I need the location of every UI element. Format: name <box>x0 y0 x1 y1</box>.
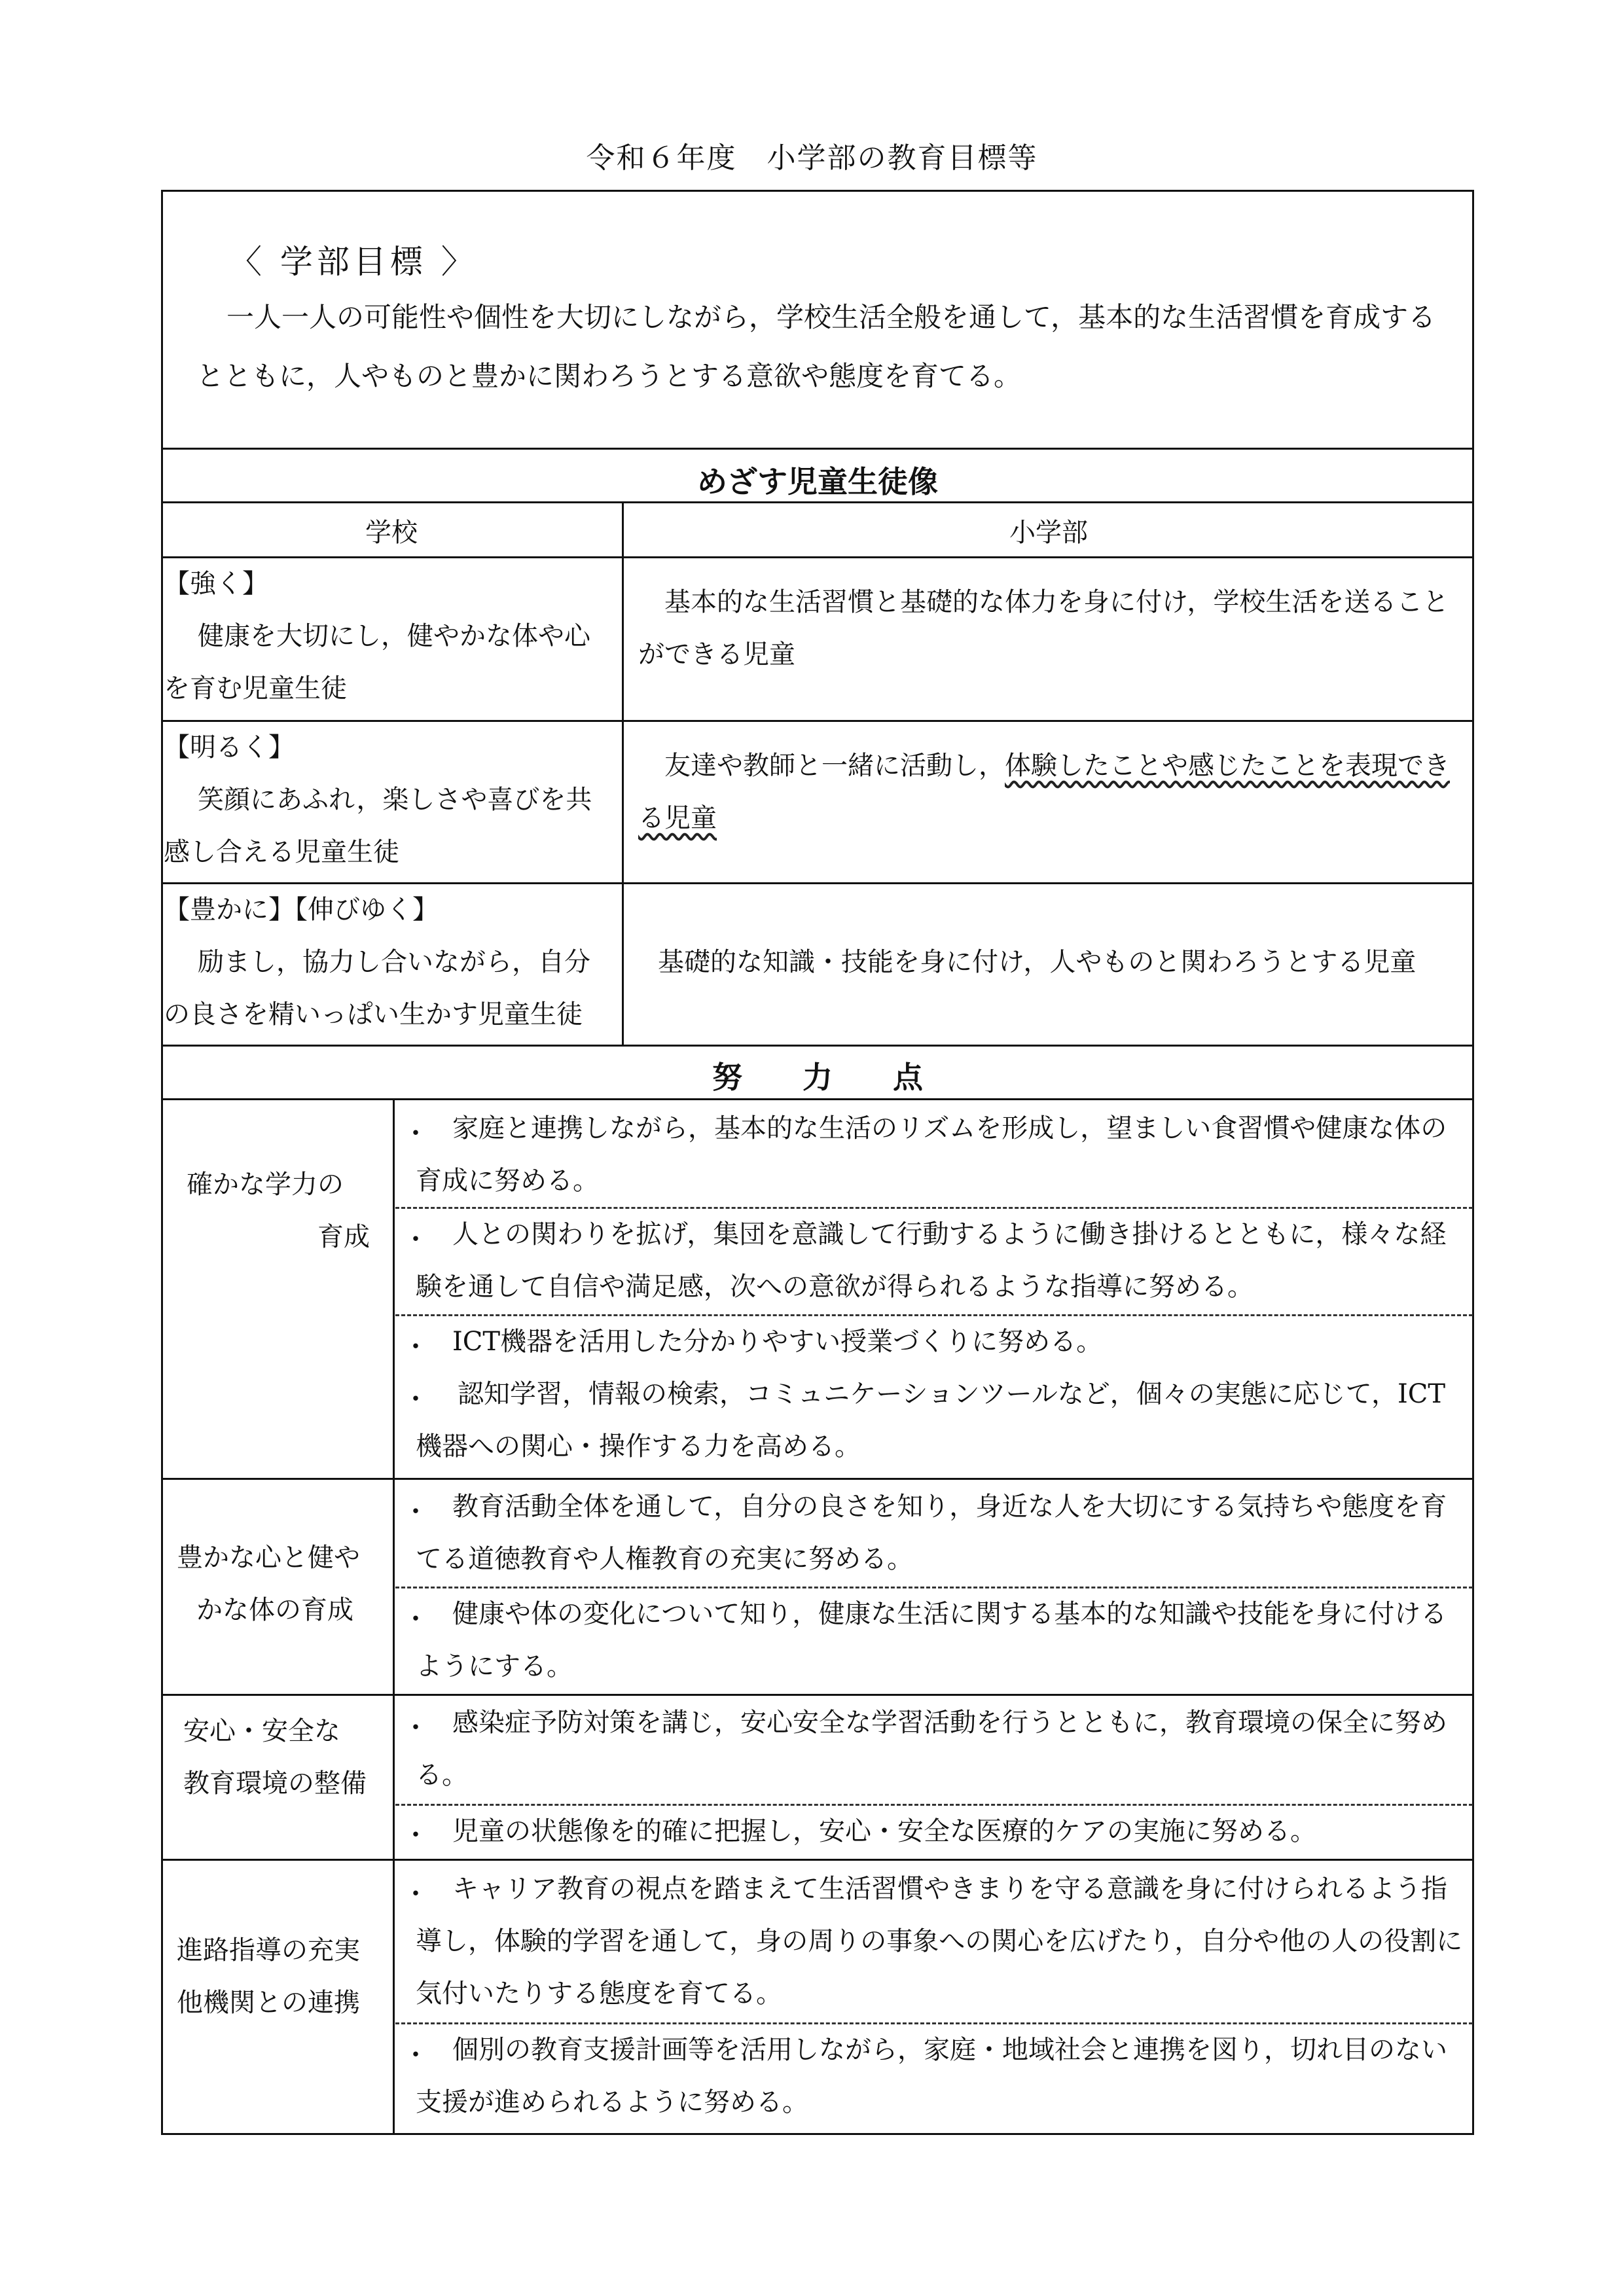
divider <box>161 448 1474 450</box>
effort-item: 個別の教育支援計画等を活用しながら，家庭・地域社会と連携を図り，切れ目のない支援が進められるように努める。 <box>416 2035 1447 2117</box>
ideal-school-text: 健康を大切にし，健やかな体や心を育む児童生徒 <box>164 621 590 704</box>
page-title: 令和６年度 小学部の教育目標等 <box>586 141 1038 175</box>
effort-item: 感染症予防対策を講じ，安心安全な学習活動を行うとともに，教育環境の保全に努める。 <box>416 1708 1447 1790</box>
bullet-mark: ・ <box>403 1225 429 1255</box>
effort-item: 健康や体の変化について知り，健康な生活に関する基本的な知識や技能を身に付けるようにする。 <box>416 1599 1447 1681</box>
bullet-mark: ・ <box>403 1384 429 1414</box>
col-school-header: 学校 <box>365 518 418 548</box>
bullet-mark: ・ <box>403 2040 429 2070</box>
bullet-mark: ・ <box>403 1332 429 1362</box>
effort-item: 認知学習，情報の検索，コミュニケーションツールなど，個々の実態に応じて，ICT機器への関心・操作する力を高める。 <box>416 1379 1446 1462</box>
goal-body: 一人一人の可能性や個性を大切にしながら，学校生活全般を通して，基本的な生活習慣を育成するとともに，人やものと豊かに関わろうとする意欲や態度を育てる。 <box>196 301 1436 392</box>
col-elementary-header: 小学部 <box>1009 518 1088 548</box>
divider <box>622 501 624 1045</box>
ideal-elementary-text: 基礎的な知識・技能を身に付け，人やものと関わろうとする児童 <box>658 947 1416 977</box>
effort-group-label: 安心・安全な <box>183 1716 340 1746</box>
divider <box>393 1098 395 2135</box>
divider <box>161 1098 1474 1100</box>
ideal-school-text: 笑顔にあふれ，楽しさや喜びを共感し合える児童生徒 <box>164 785 592 867</box>
effort-group-label: 豊かな心と健や <box>177 1543 360 1573</box>
effort-item: キャリア教育の視点を踏まえて生活習慣やきまりを守る意識を身に付けられるよう指導し，体験的学習を通して，身の周りの事象への関心を広げたり，自分や他の人の役割に気付いたりする態度を育てる。 <box>416 1874 1463 2009</box>
bullet-mark: ・ <box>403 1604 429 1634</box>
bullet-mark: ・ <box>403 1879 429 1909</box>
ideal-tag: 【強く】 <box>164 569 268 599</box>
effort-group-label: 他機関との連携 <box>177 1988 360 2018</box>
ideal-tag: 【豊かに】【伸びゆく】 <box>164 895 439 925</box>
ideal-elementary-text-part: 友達や教師と一緒に活動し， <box>664 751 1005 781</box>
divider <box>161 1859 1474 1861</box>
bullet-mark: ・ <box>403 1497 429 1527</box>
ideal-elementary-text-underlined: 体験したことや感じたことを表現できる児童 <box>638 751 1450 833</box>
effort-group-label: かな体の育成 <box>196 1595 353 1625</box>
effort-group-label: 確かな学力の <box>187 1170 344 1200</box>
divider <box>161 501 1474 503</box>
ideal-elementary-text: 基本的な生活習慣と基礎的な体力を身に付け，学校生活を送ることができる児童 <box>638 587 1449 670</box>
ideal-elementary-text <box>638 740 1463 844</box>
divider <box>161 1045 1474 1047</box>
goal-heading: 〈 学部目標 〉 <box>229 243 478 281</box>
divider <box>161 720 1474 722</box>
effort-band: 努 力 点 <box>712 1060 923 1095</box>
divider <box>161 1694 1474 1696</box>
effort-group-label: 教育環境の整備 <box>183 1768 367 1799</box>
effort-item: 教育活動全体を通して，自分の良さを知り，身近な人を大切にする気持ちや態度を育てる道徳教育や人権教育の充実に努める。 <box>416 1492 1447 1574</box>
effort-item: 家庭と連携しながら，基本的な生活のリズムを形成し，望ましい食習慣や健康な体の育成に努める。 <box>416 1113 1447 1196</box>
ideal-tag: 【明るく】 <box>164 732 295 762</box>
divider <box>161 556 1474 558</box>
effort-group-label: 育成 <box>317 1222 370 1252</box>
effort-item: 人との関わりを拡げ，集団を意識して行動するように働き掛けるとともに，様々な経験を通して自信や満足感，次への意欲が得られるような指導に努める。 <box>416 1219 1447 1302</box>
ideal-band: めざす児童生徒像 <box>697 464 938 499</box>
effort-item: ICT機器を活用した分かりやすい授業づくりに努める。 <box>452 1327 1103 1357</box>
ideal-school-text: 励まし，協力し合いながら，自分の良さを精いっぱい生かす児童生徒 <box>164 947 590 1030</box>
effort-group-label: 進路指導の充実 <box>177 1935 360 1965</box>
divider <box>161 1478 1474 1480</box>
effort-item: 児童の状態像を的確に把握し，安心・安全な医療的ケアの実施に努める。 <box>452 1816 1316 1846</box>
bullet-mark: ・ <box>403 1820 429 1850</box>
bullet-mark: ・ <box>403 1713 429 1743</box>
bullet-mark: ・ <box>403 1119 429 1149</box>
